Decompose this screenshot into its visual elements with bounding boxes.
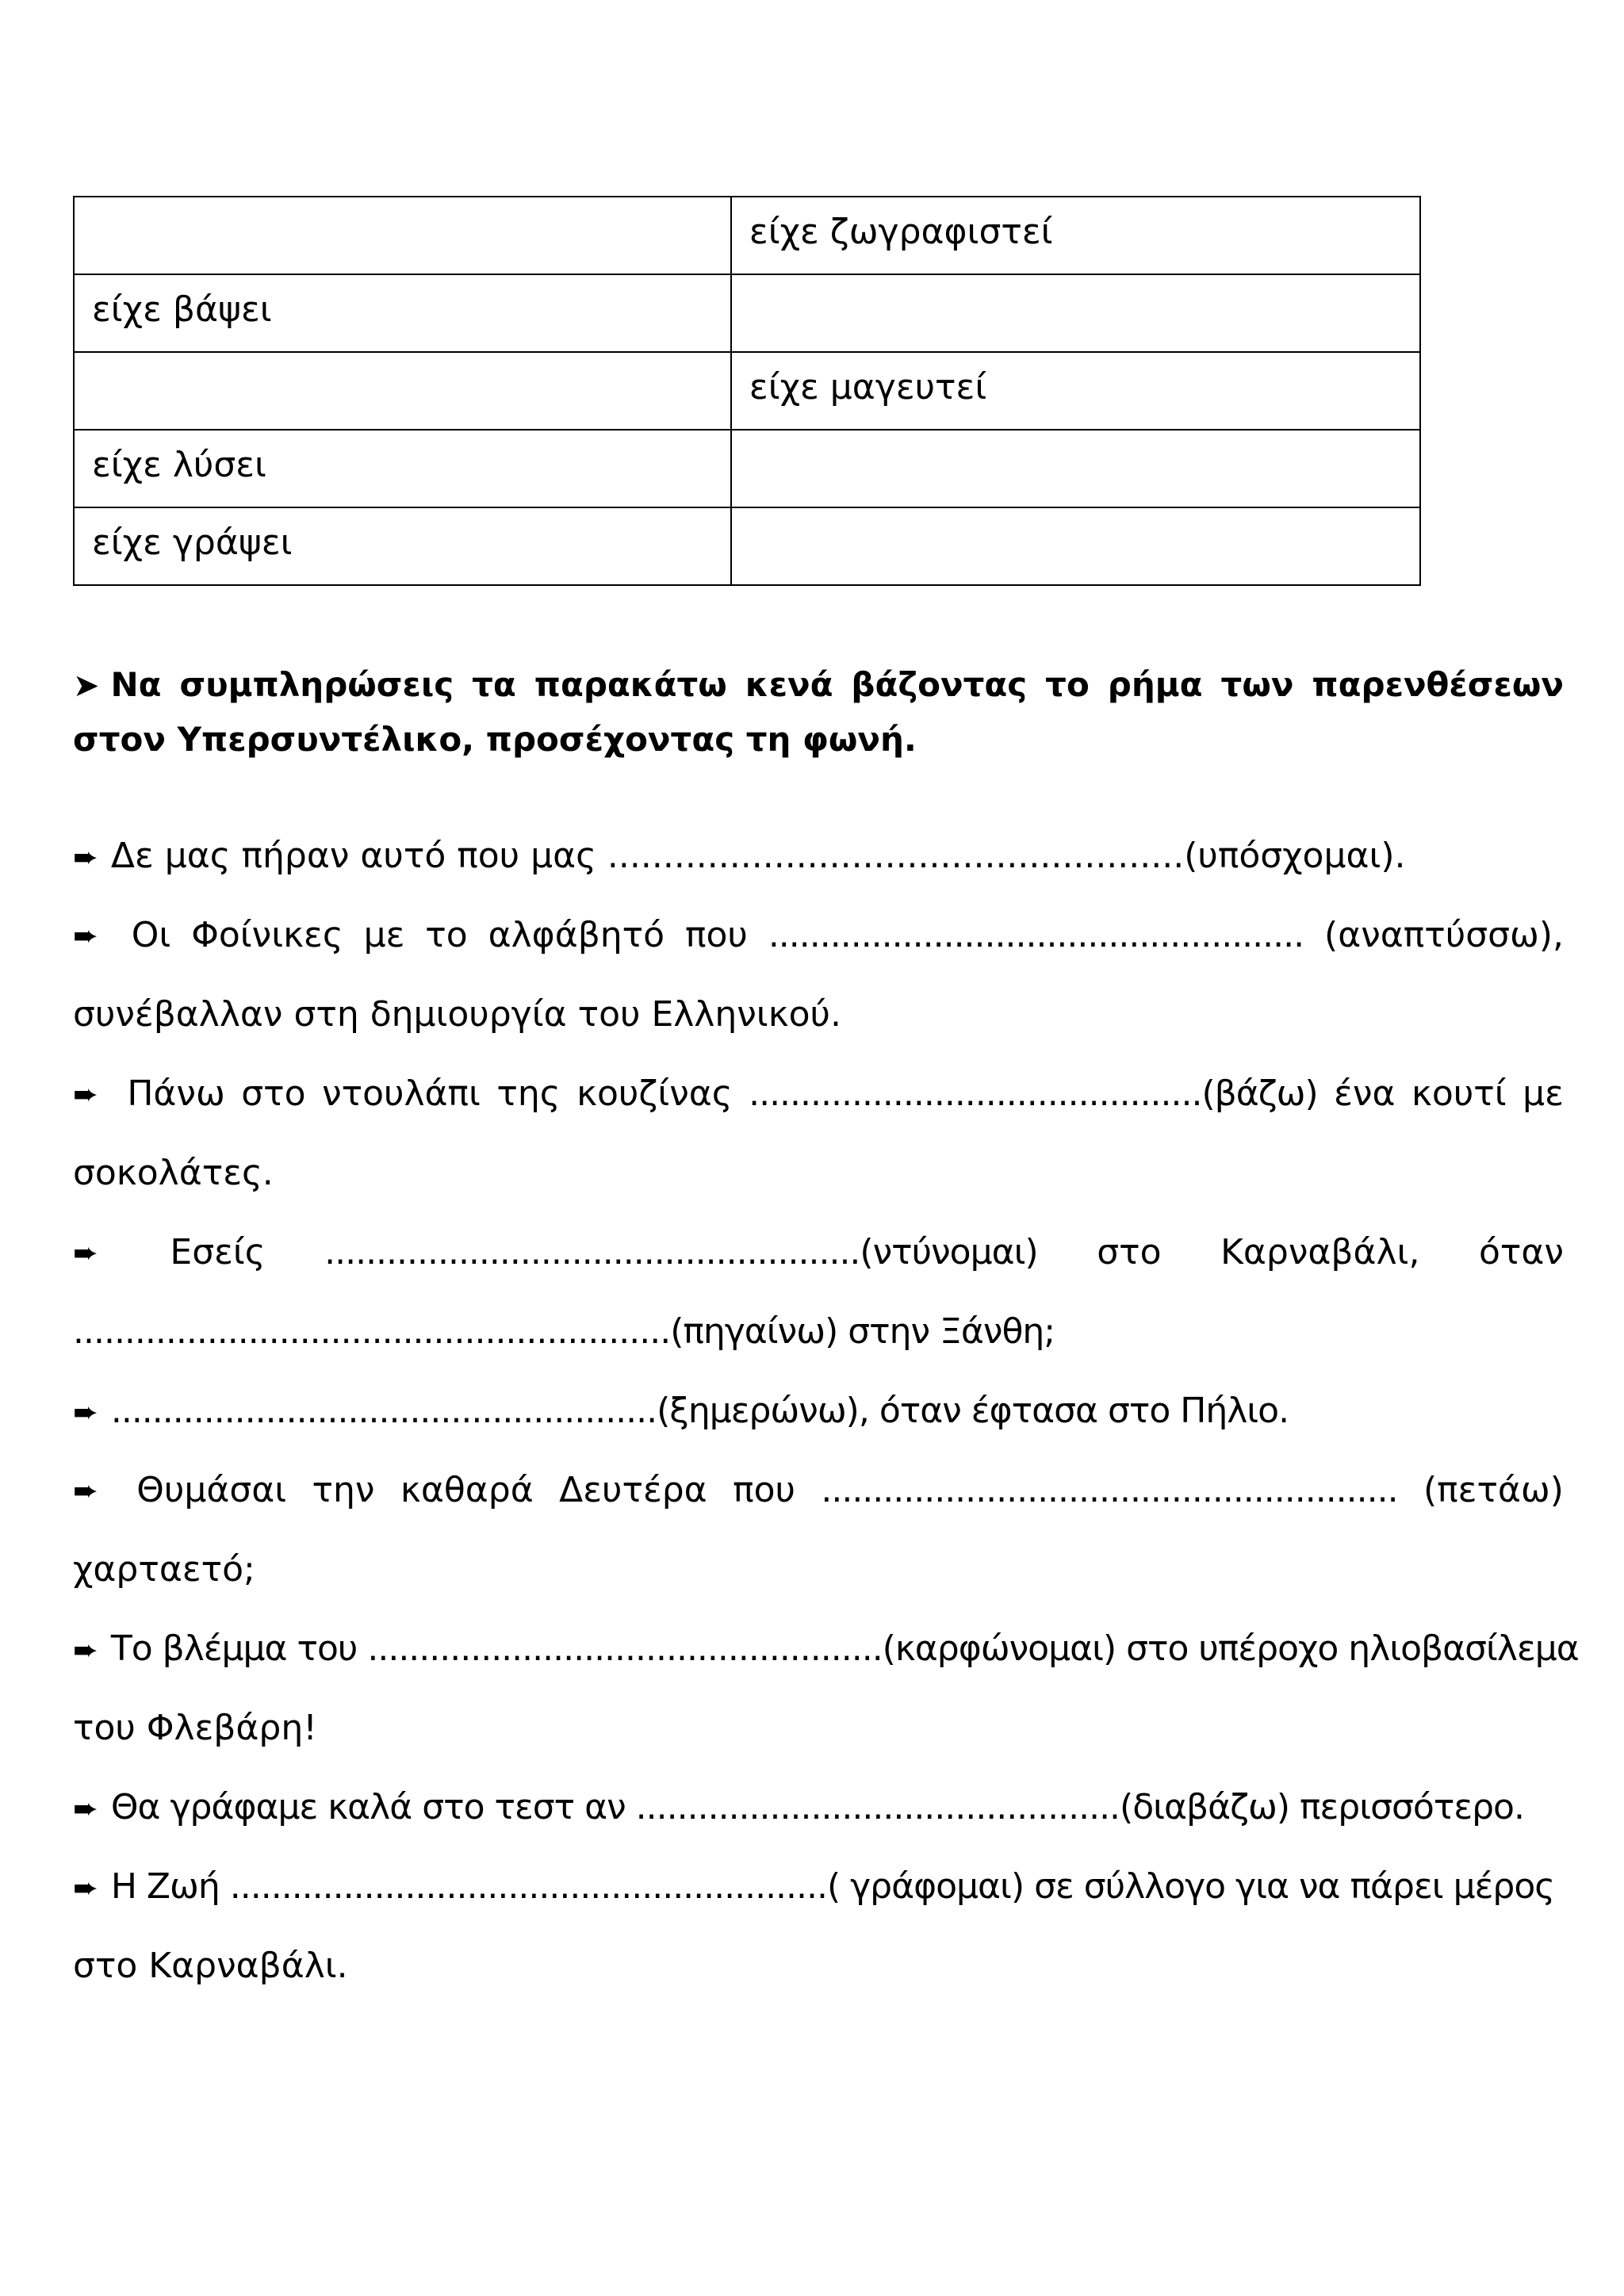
blank-field[interactable]: ........................................................ (821, 1470, 1398, 1510)
table-cell: είχε λύσει (74, 430, 731, 507)
exercise-text: .....................................................(ξημερώνω), όταν έφτασα στο Πήλιο. (110, 1391, 1289, 1431)
arrow-icon: ➨ (73, 1395, 98, 1429)
word: όταν (1478, 1232, 1564, 1272)
exercise-list (73, 817, 1579, 2006)
exercise-line (73, 1927, 1564, 2006)
blank-field[interactable]: ....................................................(ντύνομαι) (324, 1232, 1038, 1272)
table-row (74, 274, 1420, 352)
exercise-line (73, 1054, 1564, 1134)
word: Καρναβάλι, (1220, 1232, 1420, 1272)
word: Δευτέρα (559, 1470, 707, 1510)
exercise-line (73, 896, 1564, 975)
arrow-icon: ➨ (73, 840, 98, 874)
word: το (425, 915, 468, 955)
table-cell (731, 430, 1420, 507)
arrow-icon: ➨ (73, 918, 98, 953)
arrow-icon: ➨ (73, 1077, 98, 1112)
table-row (74, 430, 1420, 507)
exercise-text: συνέβαλλαν στη δημιουργία του Ελληνικού. (73, 994, 841, 1035)
exercise-line (73, 1609, 1579, 1689)
arrowhead-icon: ➤ (73, 668, 100, 704)
word: με (363, 915, 405, 955)
arrow-icon: ➨ (73, 1473, 98, 1508)
word: που (733, 1470, 795, 1510)
word: (πετάω) (1423, 1470, 1564, 1510)
table-row (74, 507, 1420, 585)
word: (αναπτύσσω), (1324, 915, 1564, 955)
exercise-line (73, 1213, 1564, 1292)
arrow-icon: ➨ (73, 1791, 98, 1826)
exercise-text: του Φλεβάρη! (73, 1708, 317, 1748)
exercise-text: Το βλέμμα του ..................................................(καρφώνομαι) στο υπέροχο ηλιοβασίλεμα (110, 1628, 1579, 1669)
exercise-line (73, 1847, 1564, 1927)
word: αλφάβητό (488, 915, 665, 955)
exercise-line (73, 1530, 1564, 1609)
exercise-line (73, 1768, 1564, 1847)
table-row (74, 352, 1420, 430)
word: με (1522, 1073, 1564, 1114)
word: ντουλάπι (322, 1073, 481, 1114)
instruction-label: Να συμπληρώσεις τα παρακάτω κενά βάζοντας το ρήμα των παρενθέσεων στον Υπερσυντέλικο, προσέχοντας τη φωνή. (73, 665, 1564, 759)
exercise-line (73, 1689, 1564, 1768)
arrow-icon: ➨ (73, 1870, 98, 1905)
exercise-line (73, 1134, 1564, 1213)
word: Φοίνικες (191, 915, 343, 955)
word: καθαρά (400, 1470, 534, 1510)
word: στο (1097, 1232, 1162, 1272)
arrow-icon: ➨ (73, 1632, 98, 1667)
table-row (74, 197, 1420, 274)
exercise-text: Δε μας πήραν αυτό που μας ....................................................(υπόσχομαι). (110, 836, 1406, 876)
exercise-text: σοκολάτες. (73, 1153, 274, 1193)
verb-table (73, 196, 1421, 586)
table-cell: είχε μαγευτεί (731, 352, 1420, 430)
exercise-text: Η Ζωή ..........................................................( γράφομαι) σε σύλλογο για να πάρει μέρος (110, 1866, 1555, 1907)
word: κουζίνας (576, 1073, 733, 1114)
word: την (312, 1470, 375, 1510)
table-cell (74, 352, 731, 430)
instruction-text (73, 658, 1564, 767)
exercise-text: στο Καρναβάλι. (73, 1946, 348, 1986)
exercise-text: χαρταετό; (73, 1549, 255, 1590)
word: της (496, 1073, 561, 1114)
word: Οι (131, 915, 171, 955)
word: Πάνω (127, 1073, 225, 1114)
blank-field[interactable]: ............................................(βάζω) (749, 1073, 1318, 1114)
exercise-line (73, 1372, 1564, 1451)
table-cell (74, 197, 731, 274)
table-cell (731, 507, 1420, 585)
table-cell: είχε βάψει (74, 274, 731, 352)
table-cell: είχε ζωγραφιστεί (731, 197, 1420, 274)
exercise-text: ..........................................................(πηγαίνω) στην Ξάνθη; (73, 1311, 1055, 1352)
blank-field[interactable]: .................................................... (768, 915, 1304, 955)
exercise-line (73, 1292, 1564, 1372)
word: στο (241, 1073, 306, 1114)
exercise-line (73, 1451, 1564, 1530)
table-cell (731, 274, 1420, 352)
table-cell: είχε γράψει (74, 507, 731, 585)
word: Εσείς (170, 1232, 266, 1272)
exercise-text: Θα γράφαμε καλά στο τεστ αν ...............................................(διαβάζω) περισσότερο. (110, 1787, 1524, 1827)
word: που (685, 915, 748, 955)
arrow-icon: ➨ (73, 1235, 98, 1270)
word: κουτί (1411, 1073, 1507, 1114)
exercise-line (73, 817, 1564, 896)
exercise-line (73, 975, 1564, 1054)
word: ένα (1334, 1073, 1396, 1114)
word: Θυμάσαι (136, 1470, 287, 1510)
